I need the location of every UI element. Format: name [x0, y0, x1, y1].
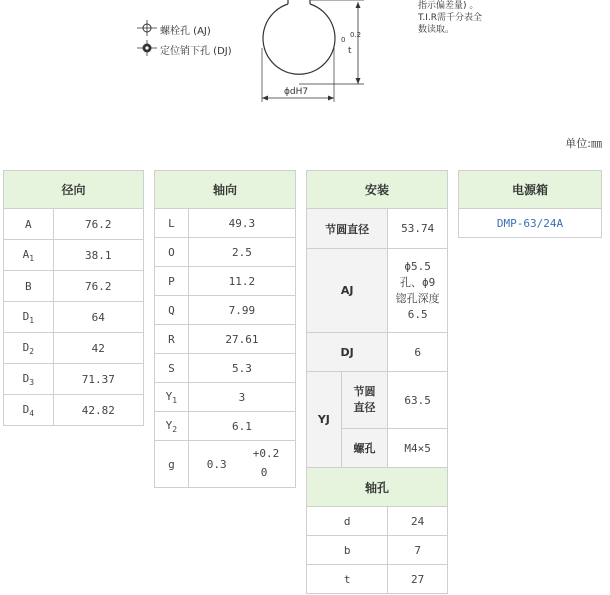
tir-note	[418, 0, 482, 36]
table-row	[307, 536, 448, 565]
param-value: 6.1	[188, 412, 295, 441]
table-row	[459, 209, 602, 238]
mount-header: 安装	[307, 171, 448, 209]
param-label: O	[155, 238, 189, 267]
aj-value: ϕ5.5 孔、ϕ9 锪孔深度 6.5	[388, 249, 448, 333]
table-row	[307, 249, 448, 333]
param-label: $D_3$	[4, 364, 54, 395]
param-label: S	[155, 354, 189, 383]
t-label-group	[340, 28, 366, 58]
dowel-hole-symbol	[137, 40, 157, 56]
yj-pcd-label: 节圆 直径	[341, 372, 388, 429]
yj-screw-value: M4×5	[388, 429, 448, 468]
param-label: d	[307, 507, 388, 536]
param-value: 24	[388, 507, 448, 536]
g-value: 0.3	[206, 458, 227, 471]
diameter-label: ϕdH7	[284, 87, 309, 97]
table-row	[4, 240, 144, 271]
radial-header: 径向	[4, 171, 144, 209]
table-row	[307, 565, 448, 594]
table-row	[155, 325, 296, 354]
table-row	[307, 333, 448, 372]
param-value: 27.61	[188, 325, 295, 354]
param-label: $A_1$	[4, 240, 54, 271]
table-row	[4, 271, 144, 302]
pcd-value: 53.74	[388, 209, 448, 249]
legend-bolt-hole: 螺栓孔 (AJ)	[160, 26, 211, 37]
param-value: 38.1	[53, 240, 143, 271]
param-label: $D_1$	[4, 302, 54, 333]
param-label: B	[4, 271, 54, 302]
shaft-hole-outline	[263, 0, 335, 74]
yj-label: YJ	[307, 372, 342, 468]
note-line: 数读取。	[418, 25, 455, 35]
param-label: P	[155, 267, 189, 296]
unit-label: 单位:㎜	[565, 137, 602, 150]
param-value: 11.2	[188, 267, 295, 296]
param-value: 49.3	[188, 209, 295, 238]
g-tol-lower: 0	[260, 466, 268, 479]
param-label: $Y_1$	[155, 383, 189, 412]
mount-table	[306, 170, 448, 594]
table-row	[4, 364, 144, 395]
power-box-header: 电源箱	[459, 171, 602, 209]
table-row	[155, 209, 296, 238]
power-box-table	[458, 170, 602, 238]
table-row	[155, 354, 296, 383]
param-value: 76.2	[53, 209, 143, 240]
axial-table	[154, 170, 296, 488]
table-row	[307, 209, 448, 249]
param-value: 71.37	[53, 364, 143, 395]
yj-screw-label: 螺孔	[341, 429, 388, 468]
t-label: t	[348, 46, 352, 56]
bolt-hole-symbol	[137, 20, 157, 36]
param-label: b	[307, 536, 388, 565]
table-row	[4, 302, 144, 333]
param-label: A	[4, 209, 54, 240]
table-row	[155, 441, 296, 488]
param-value: 2.5	[188, 238, 295, 267]
param-value: 42	[53, 333, 143, 364]
g-tol-upper: +0.2	[252, 447, 280, 460]
axial-header: 轴向	[155, 171, 296, 209]
param-label: L	[155, 209, 189, 238]
radial-table	[3, 170, 144, 426]
table-row	[155, 267, 296, 296]
param-value: 7.99	[188, 296, 295, 325]
param-value: 7	[388, 536, 448, 565]
table-row	[155, 412, 296, 441]
param-label: $Y_2$	[155, 412, 189, 441]
shaft-hole-header: 轴孔	[307, 468, 448, 507]
legend-dowel-hole: 定位销下孔 (DJ)	[160, 46, 232, 57]
param-label: $D_2$	[4, 333, 54, 364]
dj-label: DJ	[307, 333, 388, 372]
param-label: Q	[155, 296, 189, 325]
param-value: 3	[188, 383, 295, 412]
aj-label: AJ	[307, 249, 388, 333]
table-row	[307, 372, 448, 429]
t-tol-lower: 0	[341, 36, 346, 44]
param-value: 5.3	[188, 354, 295, 383]
param-label: t	[307, 565, 388, 594]
note-line: T.I.R需千分表全	[418, 13, 483, 23]
dj-value: 6	[388, 333, 448, 372]
param-value: 76.2	[53, 271, 143, 302]
note-line: 指示偏差量) 。	[418, 1, 479, 11]
param-label: R	[155, 325, 189, 354]
param-value-with-tolerance	[188, 441, 295, 488]
pcd-label: 节圆直径	[307, 209, 388, 249]
table-row	[307, 507, 448, 536]
table-row	[4, 333, 144, 364]
table-row	[4, 395, 144, 426]
dimension-drawing	[0, 0, 610, 110]
param-label: $D_4$	[4, 395, 54, 426]
param-value: 64	[53, 302, 143, 333]
table-row	[155, 296, 296, 325]
param-label: g	[155, 441, 189, 488]
param-value: 42.82	[53, 395, 143, 426]
power-box-model-link[interactable]: DMP-63/24A	[459, 209, 602, 238]
table-row	[155, 238, 296, 267]
yj-pcd-value: 63.5	[388, 372, 448, 429]
param-value: 27	[388, 565, 448, 594]
table-row	[155, 383, 296, 412]
t-tol-upper: 0.2	[350, 31, 362, 39]
table-row	[4, 209, 144, 240]
